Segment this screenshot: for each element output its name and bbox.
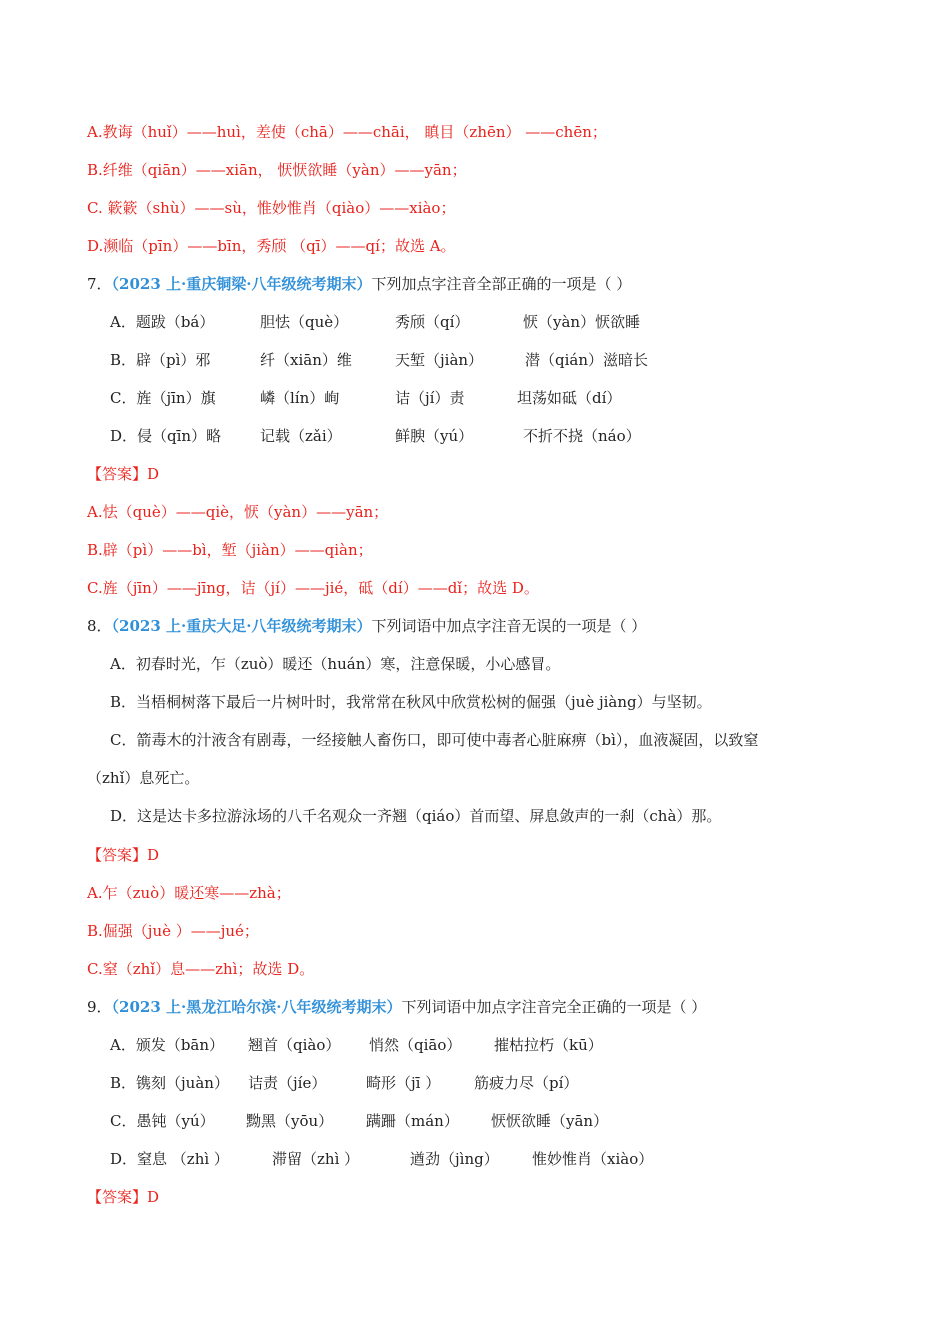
q7-d-3: 鲜腴（yú） [395,427,474,445]
q9-b-3: 畸形（jī ） [366,1074,441,1092]
prev-explanation-b: B.纤维（qiān）——xiān， 恹恹欲睡（yàn）——yān； [87,161,467,179]
q9-answer: 【答案】D [87,1188,160,1206]
q8-option-c: C．箭毒木的汁液含有剧毒，一经接触人畜伤口，即可使中毒者心脏麻痹（bì），血液凝固，以致窒 [110,731,759,749]
q7-d-2: 记载（zǎi） [260,427,342,445]
q9-c-2: 黝黑（yōu） [246,1112,334,1130]
q7-a-1: A．题跋（bá） [110,313,215,331]
q8-header [87,616,646,636]
q9-b-4: 筋疲力尽（pí） [474,1074,579,1092]
prev-explanation-a: A.教诲（huǐ）——huì，差使（chā）——chāi， 瞋目（zhēn） ——chēn； [87,123,607,141]
q9-d-4: 惟妙惟肖（xiào） [532,1150,654,1168]
q9-b-2: 诘责（jíe） [248,1074,327,1092]
q9-header [87,997,706,1017]
q8-option-a: A．初春时光，乍（zuò）暖还（huán）寒，注意保暖，小心感冒。 [110,655,561,673]
q7-b-4: 潜（qián）滋暗长 [525,351,649,369]
q7-a-4: 恹（yàn）恹欲睡 [523,313,641,331]
q9-d-2: 滞留（zhì ） [272,1150,360,1168]
q8-explanation-b: B.倔强（juè ）——jué； [87,922,259,940]
q7-b-1: B．辟（pì）邪 [110,351,211,369]
q9-d-1: D．窒息 （zhì ） [110,1150,229,1168]
q9-c-4: 恹恹欲睡（yān） [491,1112,609,1130]
q9-b-1: B．镌刻（juàn） [110,1074,229,1092]
q9-a-4: 摧枯拉朽（kū） [494,1036,603,1054]
q7-explanation-c: C.旌（jīn）——jīng，诘（jí）——jié，砥（dí）——dǐ；故选 D。 [87,579,539,597]
q9-stem: 下列词语中加点字注音完全正确的一项是（ ） [401,998,707,1016]
q8-number: 8． [87,617,112,635]
q7-c-2: 嶙（lín）峋 [260,389,340,407]
q8-answer: 【答案】D [87,846,160,864]
q8-option-b: B．当梧桐树落下最后一片树叶时，我常常在秋风中欣赏松树的倔强（juè jiàng）与坚韧。 [110,693,712,711]
q7-a-3: 秀颀（qí） [395,313,470,331]
q7-number: 7． [87,275,112,293]
q7-header [87,274,631,294]
q8-explanation-c: C.窒（zhǐ）息——zhì；故选 D。 [87,960,315,978]
q8-stem: 下列词语中加点字注音无误的一项是（ ） [371,617,647,635]
q7-a-2: 胆怯（què） [260,313,349,331]
q9-a-1: A．颁发（bān） [110,1036,225,1054]
q7-d-1: D．侵（qīn）略 [110,427,222,445]
q7-explanation-a: A.怯（què）——qiè，恹（yàn）——yān； [87,503,389,521]
q7-c-3: 诘（jí）责 [395,389,465,407]
prev-explanation-d: D.濒临（pīn）——bīn，秀颀 （qī）——qí；故选 A。 [87,237,456,255]
q7-answer: 【答案】D [87,465,160,483]
q9-source: （2023 上·黑龙江哈尔滨·八年级统考期末） [111,998,402,1016]
q9-d-3: 遒劲（jìng） [410,1150,499,1168]
q7-c-1: C．旌（jīn）旗 [110,389,216,407]
prev-explanation-c: C. 簌簌（shù）——sù，惟妙惟肖（qiào）——xiào； [87,199,456,217]
q8-explanation-a: A.乍（zuò）暖还寒——zhà； [87,884,291,902]
q9-c-3: 蹒跚（mán） [366,1112,459,1130]
q7-c-4: 坦荡如砥（dí） [517,389,622,407]
q7-explanation-b: B.辟（pì）——bì，堑（jiàn）——qiàn； [87,541,373,559]
q9-a-3: 悄然（qiāo） [369,1036,462,1054]
q8-source: （2023 上·重庆大足·八年级统考期末） [111,617,372,635]
q7-d-4: 不折不挠（náo） [523,427,641,445]
q7-stem: 下列加点字注音全部正确的一项是（ ） [371,275,632,293]
q9-a-2: 翘首（qiào） [248,1036,341,1054]
q9-c-1: C．愚钝（yú） [110,1112,215,1130]
q7-source: （2023 上·重庆铜梁·八年级统考期末） [111,275,372,293]
q9-number: 9． [87,998,112,1016]
q8-option-c-cont: （zhǐ）息死亡。 [87,769,200,787]
q8-option-d: D．这是达卡多拉游泳场的八千名观众一齐翘（qiáo）首而望、屏息敛声的一刹（chà）那。 [110,807,722,825]
q7-b-2: 纤（xiān）维 [260,351,352,369]
q7-b-3: 天堑（jiàn） [395,351,484,369]
